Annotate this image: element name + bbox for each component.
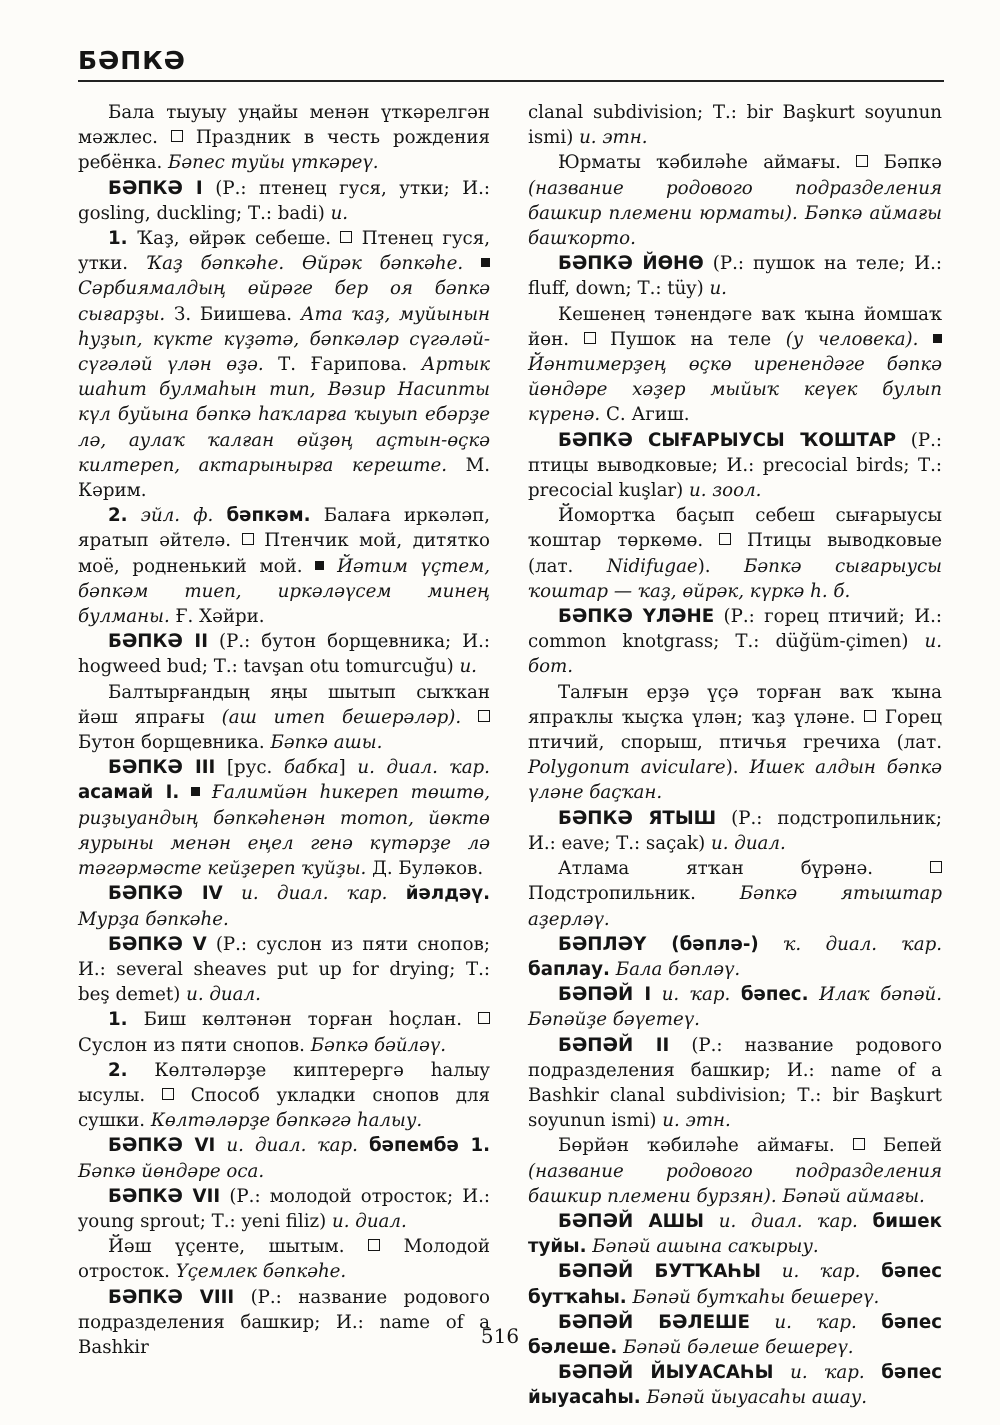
entry-text: БӘПКӘ IV и. диал. ҡар. йәлдәү. Мурҙа бәпкәһе. — [78, 883, 490, 930]
entry-text: БӘПКӘ VII (Р.: молодой отросток; И.: young sprout; Т.: yeni filiz) и. диал. — [78, 1185, 491, 1232]
translation-marker-icon — [162, 1088, 174, 1100]
example-marker-icon — [315, 561, 324, 570]
entry-text: БӘПКӘ ЯТЫШ (Р.: подстропильник; И.: eave; Т.: saçak) и. диал. — [528, 807, 942, 854]
translation-marker-icon — [930, 861, 942, 873]
translation-marker-icon — [368, 1239, 380, 1251]
entry-text: БӘПКӘ I (Р.: птенец гуся, утки; И.: gosling, duckling; Т.: badi) и. — [78, 177, 491, 224]
entry-text: БӘПКӘ III [рус. бабка] и. диал. ҡар. асамай I. Ғалимйән һикереп төштө, риҙыуандың бәпкәһенән тотоп, йөктө яурыны менән еңел генә күтәрҙе лә тәгәрмәсте кейҙереп ҡуйҙы. Д. Буләков. — [78, 757, 490, 880]
entry-text: БӘПКӘ II (Р.: бутон борщевника; И.: hogweed bud; Т.: tavşan otu tomurcuğu) и. — [78, 631, 490, 678]
translation-marker-icon — [171, 130, 183, 142]
translation-marker-icon — [478, 710, 490, 722]
entry-text: БӘПӘЙ I и. ҡар. бәпес. Илаҡ бәпәй. Бәпәйҙе бәүетеү. — [528, 984, 942, 1031]
entry-text: 1. Биш көлтәнән торған һоҫлан. Суслон из пяти снопов. Бәпкә бәйләү. — [78, 1007, 490, 1057]
entry-text: БӘПЛӘҮ (бәплә-) ҡ. диал. ҡар. баплау. Бала бәпләү. — [528, 933, 942, 980]
entry-text: Талғын ерҙә үҫә торған ваҡ ҡына япраҡлы ҡыҫҡа үлән; ҡаҙ үләне. Горец птичий, спорыш, птичья гречиха (лат. Polygonum aviculare). Ишек алдын бәпкә үләне баҫҡан. — [528, 681, 943, 804]
left-column — [78, 100, 490, 1360]
entry-text: clanal subdivision; Т.: bir Başkurt soyunun ismi) и. этн. — [528, 102, 942, 149]
translation-marker-icon — [340, 231, 352, 243]
translation-marker-icon — [242, 533, 254, 545]
entry-text: 2. эйл. ф. бәпкәм. Балаға иркәләп, яратып әйтелә. Птенчик мой, дитятко моё, родненький мой. Йәтим үҫтем, бәпкәм тиеп, иркәләүсем минең булманы. Ғ. Хәйри. — [78, 505, 490, 628]
translation-marker-icon — [719, 533, 731, 545]
page-number: 516 — [480, 1324, 520, 1348]
example-marker-icon — [481, 258, 490, 267]
entry-text: Йомортҡа баҫып себеш сығарыусы ҡоштар төркөмө. Птицы выводковые (лат. Nidifugae). Бәпкә сығарыусы ҡоштар — ҡаҙ, өйрәк, күркә һ. б. — [528, 505, 942, 602]
entry-text: БӘПӘЙ АШЫ и. диал. ҡар. бишек туйы. Бәпәй ашына саҡырыу. — [528, 1210, 942, 1258]
example-marker-icon — [933, 334, 942, 343]
entry-text: БӘПӘЙ ЙЫУАСАҺЫ и. ҡар. бәпес йыуасаһы. Бәпәй йыуасаһы ашау. — [528, 1362, 942, 1409]
entry-text: БӘПКӘ V (Р.: суслон из пяти снопов; И.: several sheaves put up for drying; Т.: beş demet) и. диал. — [78, 933, 490, 1006]
right-column — [528, 100, 942, 1411]
translation-marker-icon — [864, 710, 876, 722]
entry-text: Бала тыуыу уңайы менән үткәрелгән мәжлес. Праздник в честь рождения ребёнка. Бәпес туйы үткәреү. — [78, 102, 490, 174]
entry-text: 2. Көлтәләрҙе киптерергә һалыу ысулы. Способ укладки снопов для сушки. Көлтәләрҙе бәпкәгә һалыу. — [78, 1059, 490, 1132]
translation-marker-icon — [478, 1012, 490, 1024]
entry-text: БӘПКӘ ҮЛӘНЕ (Р.: горец птичий; И.: common knotgrass; Т.: düğüm-çimen) и. бот. — [528, 606, 942, 678]
entry-text: Бөрйән ҡәбиләһе аймағы. Бепей (название родового подразделения башкир племени бурзян). Бәпәй аймағы. — [528, 1135, 942, 1207]
entry-text: Атлама ятҡан бүрәнә. Подстропильник. Бәпкә ятыштар аҙерләү. — [528, 858, 942, 930]
translation-marker-icon — [853, 1138, 865, 1150]
entry-text: Йәш үҫенте, шытым. Молодой отросток. Үҫемлек бәпкәһе. — [78, 1236, 490, 1283]
header-rule — [78, 80, 944, 82]
entry-text: БӘПКӘ VIII (Р.: название родового подразделения башкир; И.: name of a Bashkir — [78, 1286, 490, 1358]
entry-text: БӘПӘЙ БӘЛЕШЕ и. ҡар. бәпес бәлеше. Бәпәй бәлеше бешереү. — [528, 1311, 942, 1358]
example-marker-icon — [191, 787, 200, 796]
entry-text: Юрматы ҡәбиләһе аймағы. Бәпкә (название родового подразделения башкир племени юрматы). Бәпкә аймағы башҡорто. — [528, 152, 942, 250]
translation-marker-icon — [584, 332, 596, 344]
entry-text: БӘПӘЙ II (Р.: название родового подразделения башкир; И.: name of a Bashkir clanal subdivision; Т.: bir Başkurt soyunun ismi) и. этн. — [528, 1034, 942, 1132]
entry-text: БӘПКӘ ЙӨНӨ (Р.: пушок на теле; И.: fluff, down; Т.: tüy) и. — [528, 253, 942, 300]
running-head: БӘПКӘ — [78, 46, 186, 75]
entry-text: БӘПКӘ VI и. диал. ҡар. бәпембә 1. Бәпкә йөндәре оса. — [78, 1135, 491, 1182]
entry-text: 1. Ҡаҙ, өйрәк себеше. Птенец гуся, утки. Ҡаҙ бәпкәһе. Өйрәк бәпкәһе. Сәрбиямалдың өйрәге бер оя бәпкә сығарҙы. З. Биишева. Ата ҡаҙ, муйынын һуҙып, күкте күҙәтә, бәпкәләр сүгәләй-сүгәләй үлән өҙә. Т. Ғарипова. Артык шаһит булмаһын тип, Вәзир Насипты күл буйына бәпкә һаҡларға ҡыуып ебәрҙе лә, аулаҡ ҡалған өйҙөң аҫтын-өҫкә килтереп, актарынырға кереште. М. Кәрим. — [78, 228, 491, 502]
entry-text: БӘПКӘ СЫҒАРЫУСЫ ҠОШТАР (Р.: птицы выводковые; И.: precocial birds; Т.: precocial kuşlar) и. зоол. — [528, 429, 942, 502]
entry-text: Балтырғандың яңы шытып сыҡҡан йәш япрағы (аш итеп бешерәләр). Бутон борщевника. Бәпкә ашы. — [78, 681, 490, 754]
entry-text: Кешенең тәнендәге ваҡ ҡына йомшаҡ йөн. Пушок на теле (у человека). Йәнтимерҙең өҫкө иренендәге бәпкә йөндәре хәҙер мыйыҡ кеүек булып күренә. С. Агиш. — [528, 303, 942, 426]
entry-text: БӘПӘЙ БУТҠАҺЫ и. ҡар. бәпес бутҡаһы. Бәпәй бутҡаһы бешереү. — [528, 1261, 942, 1308]
translation-marker-icon — [856, 155, 868, 167]
